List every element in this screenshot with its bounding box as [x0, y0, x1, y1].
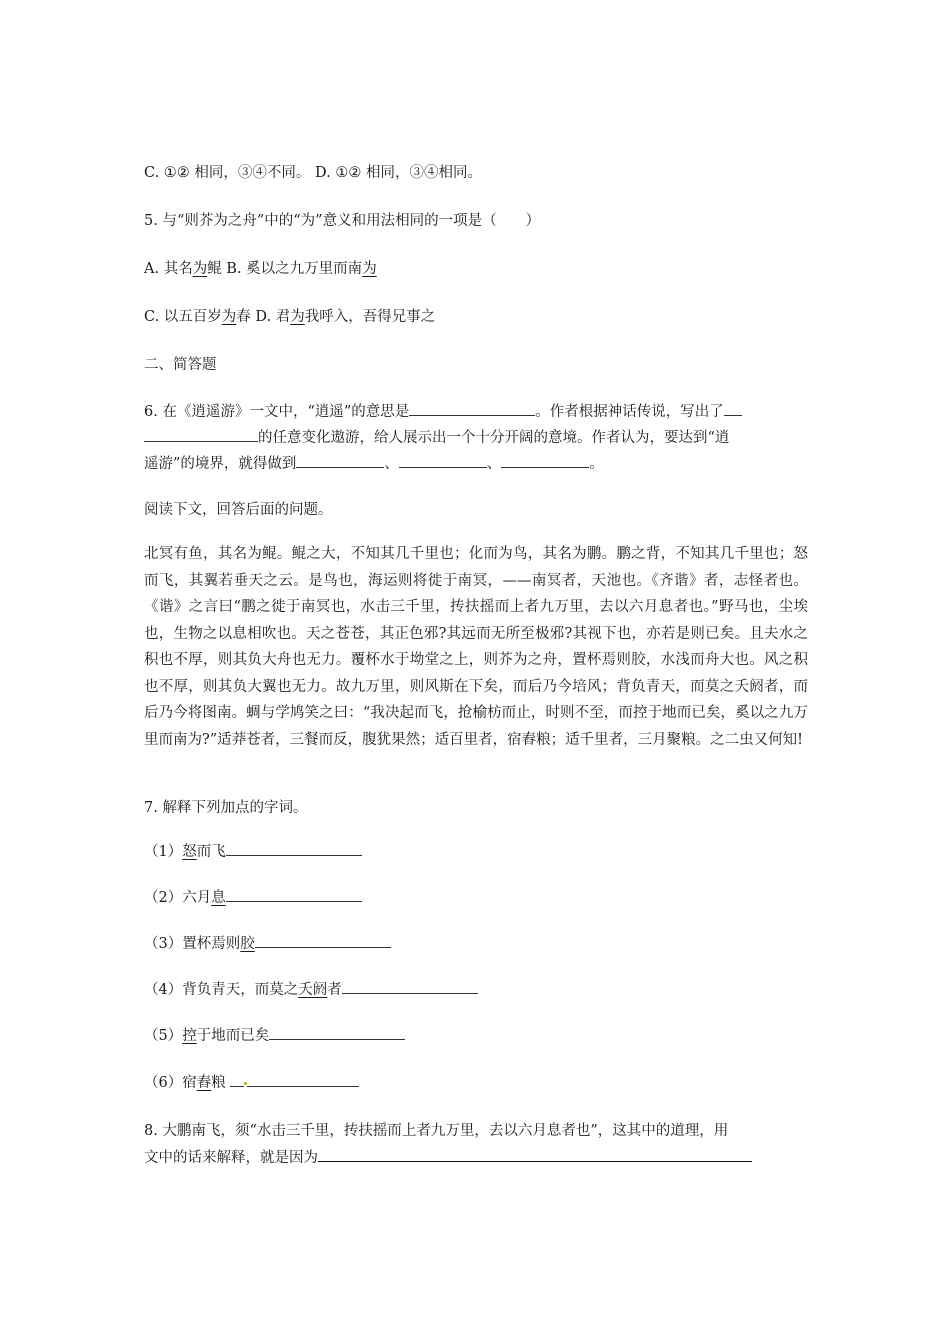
q8-line-2 [144, 1146, 824, 1169]
q5-opt-c-pre: C. 以五百岁 [144, 309, 222, 325]
q5-options-ab [144, 258, 824, 280]
q5-stem: 5. 与“则芥为之舟”中的“为”意义和用法相同的一项是（ ） [144, 213, 541, 229]
q7-item-5 [144, 1024, 824, 1047]
q7-2-pre: 六月 [182, 890, 212, 906]
q7-item-3 [144, 932, 824, 955]
q7-1-answer-blank[interactable] [226, 840, 362, 856]
q7-3-pre: 置杯焉则 [182, 936, 241, 952]
q8-answer-blank[interactable] [318, 1146, 752, 1162]
q7-6-answer-blank[interactable] [247, 1071, 359, 1087]
q7-1-rest: 而飞 [196, 844, 226, 860]
q5-opt-a-word: 为 [192, 261, 208, 277]
q6-blank-2[interactable] [399, 452, 487, 468]
q7-1-word: 怒 [182, 844, 197, 860]
q6-line-3 [144, 452, 824, 475]
q7-item-2 [144, 886, 824, 909]
q7-4-answer-blank[interactable] [342, 978, 478, 994]
q6-text-b: 。作者根据神话传说，写出了 [535, 404, 724, 420]
q7-6-blank-start[interactable] [230, 1071, 244, 1087]
q5-options-cd [144, 306, 824, 328]
q7-5-answer-blank[interactable] [269, 1024, 405, 1040]
q6-blank-subject-start[interactable] [724, 400, 742, 416]
q7-2-answer-blank[interactable] [226, 886, 362, 902]
q7-5-word: 控 [182, 1028, 197, 1044]
q6-line-2 [144, 426, 824, 449]
q4-options-cd: C. ①② 相同，③④不同。 D. ①② 相同，③④相同。 [144, 165, 482, 181]
q5-opt-d-post: 我呼入，吾得兄事之 [304, 309, 436, 325]
q7-item-6 [144, 1071, 824, 1094]
q6-sep-1: 、 [384, 456, 399, 472]
q7-5-rest: 于地而已矣 [196, 1028, 270, 1044]
q6-blank-subject[interactable] [144, 426, 258, 442]
q7-6-post: 粮 [211, 1075, 226, 1091]
q6-text-c: 的任意变化遨游，给人展示出一个十分开阔的意境。作者认为，要达到“逍 [258, 430, 730, 446]
q7-3-answer-blank[interactable] [255, 932, 391, 948]
q5-opt-b-word: 为 [362, 261, 377, 277]
q5-opt-c-post: 春 D. 君 [236, 309, 291, 325]
q5-opt-d-word: 为 [290, 309, 305, 325]
q5-opt-c-word: 为 [221, 309, 237, 325]
q7-3-num: （3） [144, 936, 183, 952]
q7-4-post: 者 [327, 982, 342, 998]
q7-item-1 [144, 840, 824, 863]
q7-item-4 [144, 978, 824, 1001]
q7-2-num: （2） [144, 890, 183, 906]
q7-5-num: （5） [144, 1028, 183, 1044]
q6-end: 。 [589, 456, 604, 472]
q7-3-word: 胶 [240, 936, 255, 952]
classical-passage: 北冥有鱼，其名为鲲。鲲之大，不知其几千里也；化而为鸟，其名为鹏。鹏之背，不知其几千里也；怒而飞，其翼若垂天之云。是鸟也，海运则将徙于南冥，——南冥者，天池也。《齐谐》者，志怪者也。《谐》之言曰“鹏之徙于南冥也，水击三千里，抟扶摇而上者九万里，去以六月息者也。”野马也，尘埃也，生物之以息相吹也。天之苍苍，其正色邪?其远而无所至极邪?其视下也，亦若是则已矣。且夫水之积也不厚，则其负大舟也无力。覆杯水于坳堂之上，则芥为之舟，置杯焉则胶，水浅而舟大也。风之积也不厚，则其负大翼也无力。故九万里，则风斯在下矣，而后乃今培风；背负青天，而莫之夭阏者，而后乃今将图南。蜩与学鸠笑之曰：“我决起而飞，抢榆枋而止，时则不至，而控于地而已矣，奚以之九万里而南为?”适莽苍者，三餐而反，腹犹果然；适百里者，宿舂粮；适千里者，三月聚粮。之二虫又何知! [144, 546, 808, 748]
q7-1-num: （1） [144, 844, 183, 860]
q7-4-word: 夭阏 [298, 982, 328, 998]
q5-opt-a-pre: A. 其名 [144, 261, 193, 277]
q6-text-a: 6. 在《逍遥游》一文中，“逍遥”的意思是 [144, 404, 410, 420]
q6-text-d: 遥游”的境界，就得做到 [144, 456, 297, 472]
q6-line-1 [144, 400, 824, 423]
q7-6-word: 舂 [196, 1075, 212, 1091]
q6-blank-3[interactable] [501, 452, 589, 468]
q8-line-1: 8. 大鹏南飞，须“水击三千里，抟扶摇而上者九万里，去以六月息者也”，这其中的道理，用 [144, 1123, 729, 1139]
q8-text-b: 文中的话来解释，就是因为 [144, 1150, 318, 1166]
q7-6-num: （6） [144, 1075, 183, 1091]
reading-instruction: 阅读下文，回答后面的问题。 [144, 502, 333, 518]
q5-opt-a-post: 鲲 B. 奚以之九万里而南 [207, 261, 363, 277]
q7-stem: 7. 解释下列加点的字词。 [144, 800, 308, 816]
q7-6-pre: 宿 [182, 1075, 197, 1091]
q7-4-pre: 背负青天，而莫之 [182, 982, 299, 998]
q7-4-num: （4） [144, 982, 183, 998]
q6-blank-1[interactable] [296, 452, 384, 468]
q6-blank-meaning[interactable] [409, 400, 535, 416]
section-heading: 二、简答题 [144, 357, 217, 373]
q6-sep-2: 、 [486, 456, 502, 472]
q7-2-word: 息 [211, 890, 226, 906]
